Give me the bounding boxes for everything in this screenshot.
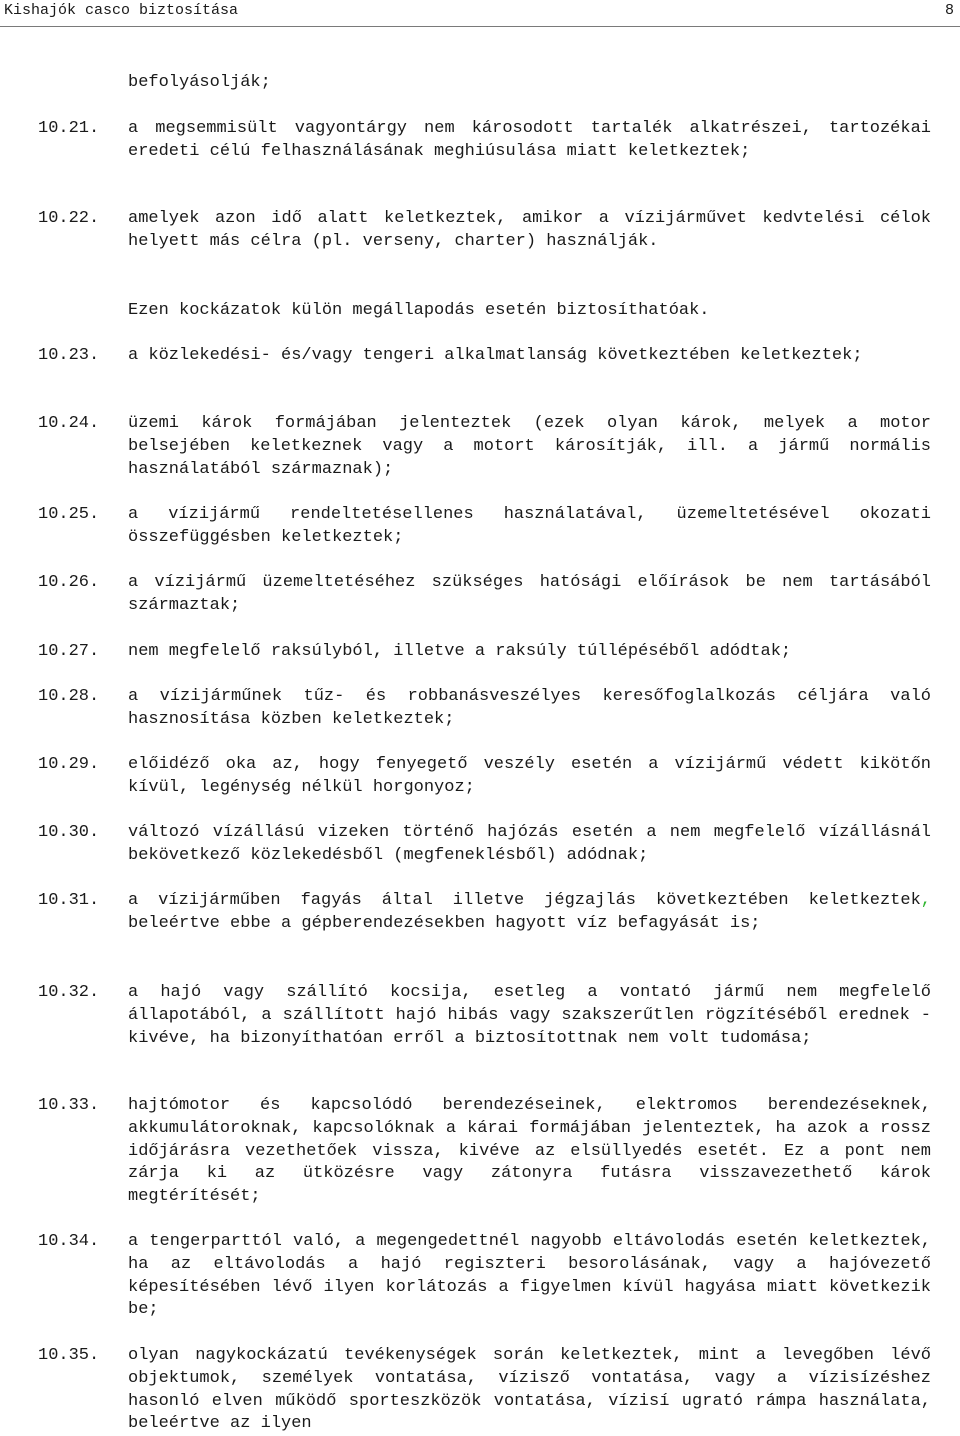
item-number: 10.25. <box>38 505 100 524</box>
intro-text: befolyásolják; <box>128 73 271 92</box>
item-text: a közlekedési- és/vagy tengeri alkalmatlanság következtében keletkeztek; <box>128 346 863 365</box>
item-number: 10.35. <box>38 1346 100 1365</box>
item-number: 10.21. <box>38 119 100 138</box>
page-number: 8 <box>944 2 954 19</box>
item-number: 10.33. <box>38 1096 100 1115</box>
item-text: hajtómotor és kapcsolódó berendezéseinek, elektromos berendezéseknek, akkumulátoroknak, kapcsolóknak a kárai formájában jelenteztek, ha azok a rossz időjárásra vezethetőek vissza, kivéve az elsüllyedés esetét. Ez a pont nem zárja ki az ütközésre vagy zátonyra futásra visszavezethető károk megtérítését; <box>128 1096 931 1207</box>
item-text <box>128 890 931 936</box>
item-number: 10.27. <box>38 642 100 661</box>
item-text: amelyek azon idő alatt keletkeztek, amikor a vízijárművet kedvtelési célok helyett más célra (pl. verseny, charter) használják. <box>128 209 931 251</box>
item-text-part-a: a vízijárműben fagyás által illetve jégzajlás következtében keletkeztek <box>128 891 921 910</box>
item-number: 10.29. <box>38 755 100 774</box>
item-number: 10.31. <box>38 891 100 910</box>
item-text: olyan nagykockázatú tevékenységek során keletkeztek, mint a levegőben lévő objektumok, személyek vontatása, vízisző vontatása, vagy a vízisízéshez hasonló elven működő sporteszközök vontatása, vízisí ugrató rámpa használata, beleértve az ilyen <box>128 1346 931 1434</box>
document-title: Kishajók casco biztosítása <box>4 2 239 19</box>
item-text: a tengerparttól való, a megengedettnél nagyobb eltávolodás esetén keletkeztek, ha az eltávolodás a hajó regiszteri besorolásának, vagy a hajóvezető képesítésében lévő ilyen korlátozás a figyelmen kívül hagyása miatt következik be; <box>128 1232 931 1320</box>
item-text: nem megfelelő raksúlyból, illetve a raksúly túllépéséből adódtak; <box>128 642 792 661</box>
item-text: a vízijármű rendeltetésellenes használatával, üzemeltetésével okozati összefüggésben keletkeztek; <box>128 505 931 547</box>
item-number: 10.32. <box>38 983 100 1002</box>
item-text: a vízijárműnek tűz- és robbanásveszélyes keresőfoglalkozás céljára való hasznosítása közben keletkeztek; <box>128 687 931 729</box>
highlighted-comma: , <box>920 891 931 910</box>
item-text: üzemi károk formájában jelenteztek (ezek olyan károk, melyek a motor belsejében keletkeznek vagy a motort károsítják, ill. a jármű normális használatából származnak); <box>128 414 931 479</box>
page-header <box>0 0 960 27</box>
item-text: a vízijármű üzemeltetéséhez szükséges hatósági előírások be nem tartásából származtak; <box>128 573 931 615</box>
item-number: 10.24. <box>38 414 100 433</box>
item-number: 10.34. <box>38 1232 100 1251</box>
item-text: változó vízállású vizeken történő hajózás esetén a nem megfelelő vízállásnál bekövetkező közlekedésből (megfeneklésből) adódnak; <box>128 823 931 865</box>
item-number: 10.22. <box>38 209 100 228</box>
item-number: 10.26. <box>38 573 100 592</box>
exclusion-note: Ezen kockázatok külön megállapodás esetén biztosíthatóak. <box>128 301 710 320</box>
item-text: a hajó vagy szállító kocsija, esetleg a vontató jármű nem megfelelő állapotából, a szállított hajó hibás vagy szakszerűtlen rögzítéséből erednek - kivéve, ha bizonyíthatóan erről a biztosítottnak nem volt tudomása; <box>128 983 931 1048</box>
item-number: 10.30. <box>38 823 100 842</box>
item-text: a megsemmisült vagyontárgy nem károsodott tartalék alkatrészei, tartozékai eredeti célú felhasználásának meghiúsulása miatt keletkeztek; <box>128 119 931 161</box>
item-text: előidéző oka az, hogy fenyegető veszély esetén a vízijármű védett kikötőn kívül, legénység nélkül horgonyoz; <box>128 755 931 797</box>
item-number: 10.28. <box>38 687 100 706</box>
item-text-part-b: beleértve ebbe a gépberendezésekben hagyott víz befagyását is; <box>128 913 761 933</box>
item-number: 10.23. <box>38 346 100 365</box>
